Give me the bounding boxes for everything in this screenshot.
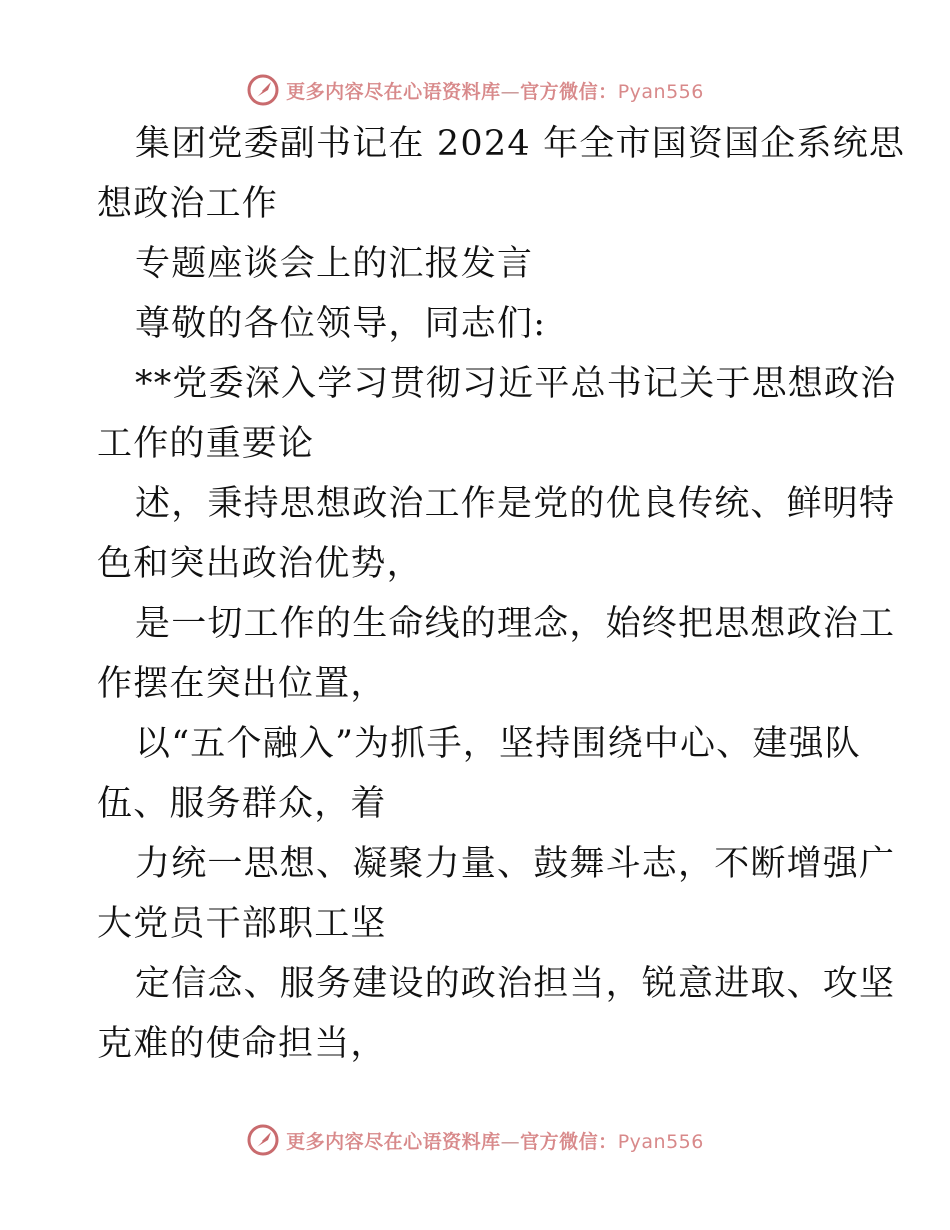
watermark-text: 更多内容尽在心语资料库—官方微信：Pyan556 [286, 1130, 704, 1153]
text-line: 是一切工作的生命线的理念，始终把思想政治工 [135, 604, 896, 644]
text-line: 伍、服务群众，着 [97, 784, 387, 824]
text-line: 大党员干部职工坚 [97, 904, 387, 944]
header-watermark [0, 70, 950, 110]
watermark-text: 更多内容尽在心语资料库—官方微信：Pyan556 [286, 80, 704, 103]
text-line: 想政治工作 [97, 184, 279, 224]
text-line: 尊敬的各位领导，同志们: [135, 304, 547, 344]
text-line: **党委深入学习贯彻习近平总书记关于思想政治 [135, 364, 897, 404]
text-line: 定信念、服务建设的政治担当，锐意进取、攻坚 [135, 964, 896, 1004]
quill-circle-logo-icon [246, 73, 280, 107]
text-line: 以“五个融入”为抓手，坚持围绕中心、建强队 [135, 724, 861, 764]
text-line: 述，秉持思想政治工作是党的优良传统、鲜明特 [135, 484, 896, 524]
footer-watermark [0, 1120, 950, 1160]
document-body [97, 114, 906, 1074]
text-line: 工作的重要论 [97, 424, 315, 464]
quill-circle-logo-icon [246, 1123, 280, 1157]
text-line: 专题座谈会上的汇报发言 [135, 244, 534, 284]
text-line: 克难的使命担当， [97, 1024, 387, 1064]
text-line: 作摆在突出位置， [97, 664, 387, 704]
text-line: 色和突出政治优势， [97, 544, 423, 584]
text-line: 集团党委副书记在 2024 年全市国资国企系统思 [135, 124, 906, 164]
text-line: 力统一思想、凝聚力量、鼓舞斗志，不断增强广 [135, 844, 896, 884]
